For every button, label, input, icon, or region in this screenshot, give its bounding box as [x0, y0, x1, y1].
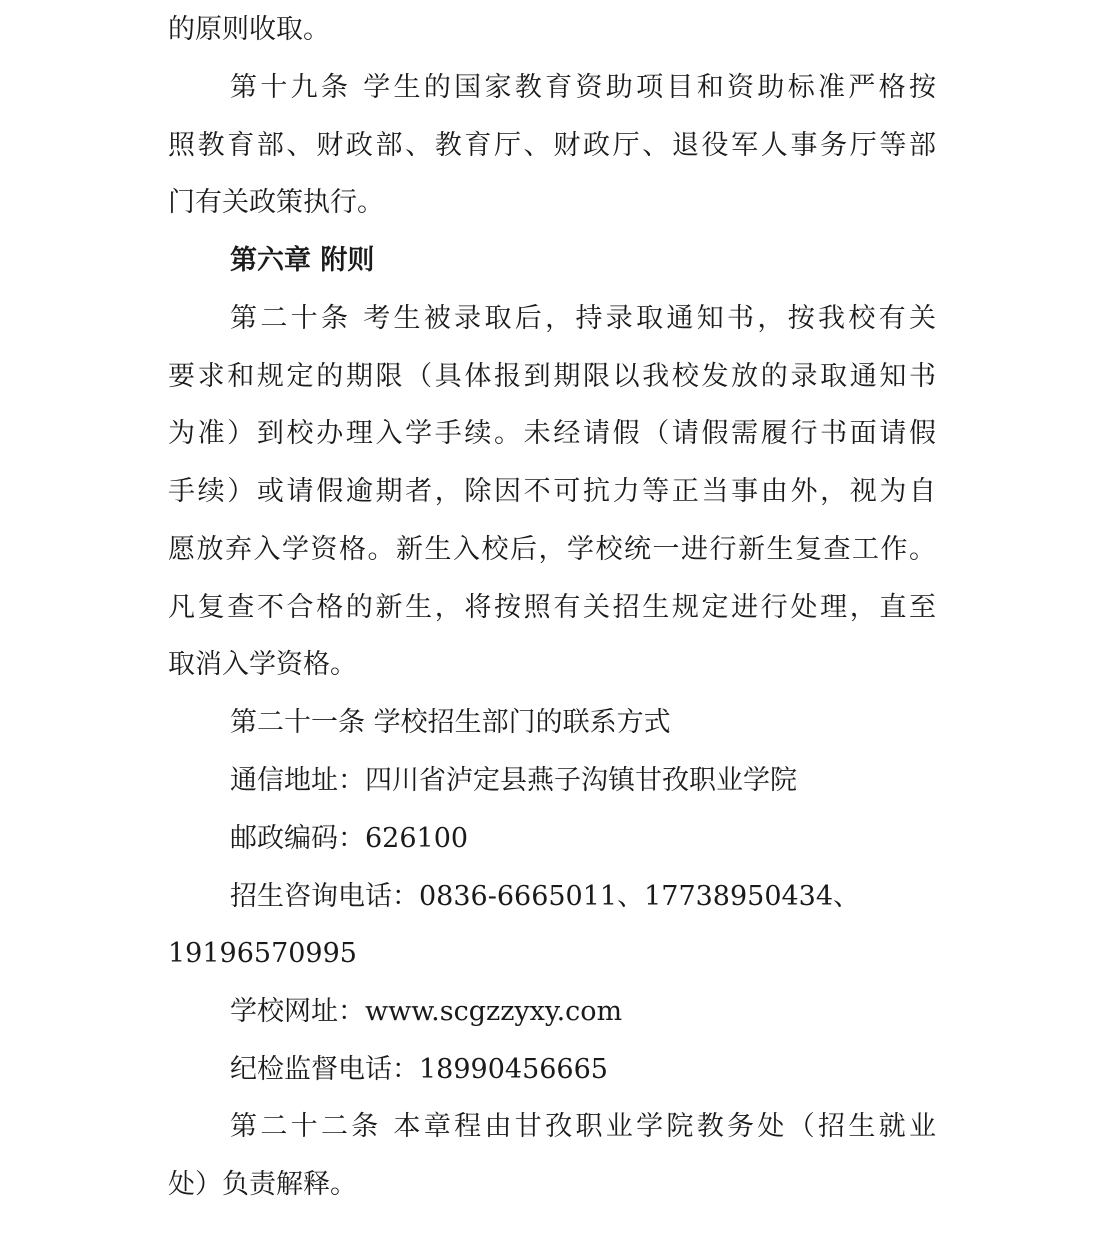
article-19-line-1: 第十九条 学生的国家教育资助项目和资助标准严格按	[230, 72, 936, 103]
supervision-phone: 纪检监督电话：18990456665	[230, 1054, 608, 1085]
article-22-line-1: 第二十二条 本章程由甘孜职业学院教务处（招生就业	[230, 1111, 936, 1142]
admission-phone-line-1: 招生咨询电话：0836-6665011、17738950434、	[230, 881, 861, 912]
article-19-line-2: 照教育部、财政部、教育厅、财政厅、退役军人事务厅等部	[168, 130, 936, 161]
article-20-line-2: 要求和规定的期限（具体报到期限以我校发放的录取通知书	[168, 361, 936, 392]
article-21-title: 第二十一条 学校招生部门的联系方式	[230, 707, 671, 738]
article-22-line-2: 处）负责解释。	[168, 1169, 357, 1200]
article-20-line-4: 手续）或请假逾期者，除因不可抗力等正当事由外，视为自	[168, 476, 936, 507]
article-20-line-3: 为准）到校办理入学手续。未经请假（请假需履行书面请假	[168, 418, 936, 449]
school-website: 学校网址：www.scgzzyxy.com	[230, 996, 623, 1027]
article-20-line-7: 取消入学资格。	[168, 649, 357, 680]
chapter-6-heading: 第六章 附则	[230, 245, 375, 276]
continuation-line: 的原则收取。	[168, 14, 330, 45]
mailing-address: 通信地址：四川省泸定县燕子沟镇甘孜职业学院	[230, 765, 797, 796]
article-20-line-6: 凡复查不合格的新生，将按照有关招生规定进行处理，直至	[168, 592, 936, 623]
article-20-line-5: 愿放弃入学资格。新生入校后，学校统一进行新生复查工作。	[168, 534, 936, 565]
admission-phone-line-2: 19196570995	[168, 938, 357, 969]
article-19-line-3: 门有关政策执行。	[168, 187, 384, 218]
postal-code: 邮政编码：626100	[230, 823, 469, 854]
article-20-line-1: 第二十条 考生被录取后，持录取通知书，按我校有关	[230, 303, 936, 334]
